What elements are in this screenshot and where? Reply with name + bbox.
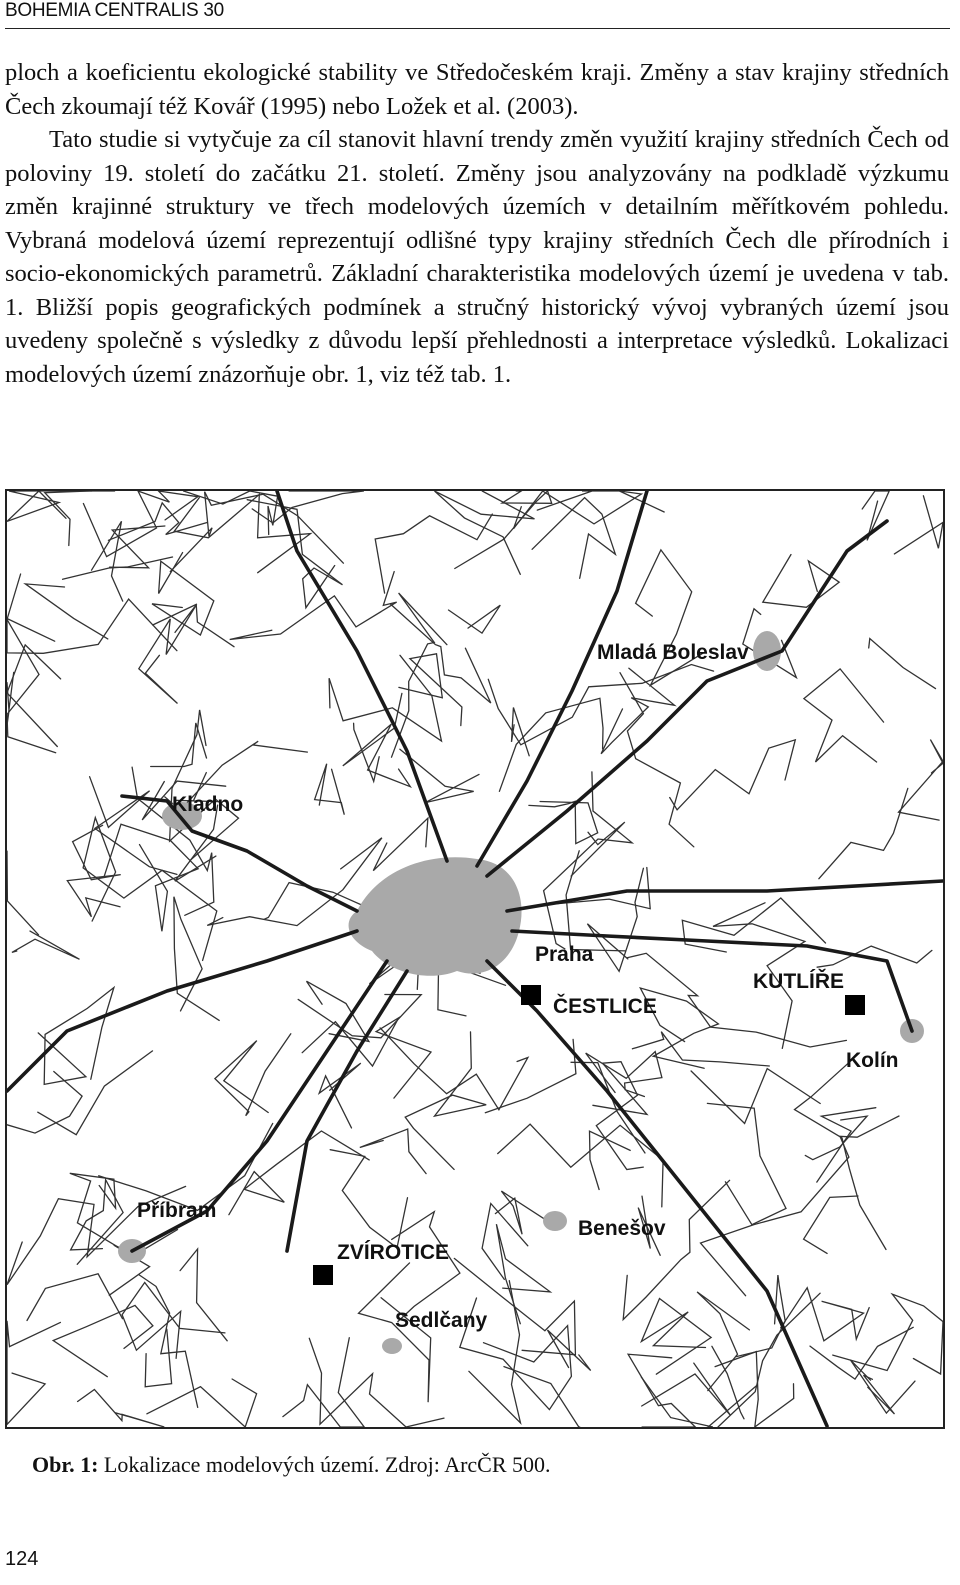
minor-road [399, 654, 462, 726]
cestlice-marker [521, 985, 541, 1005]
mlada-boleslav-urban-area [753, 631, 781, 671]
minor-road [449, 605, 501, 633]
map-svg [7, 491, 943, 1427]
minor-road [132, 767, 214, 915]
minor-road [283, 1338, 364, 1427]
minor-road [485, 1039, 576, 1112]
minor-road [623, 1180, 729, 1319]
road-praha-southwest [287, 971, 407, 1251]
minor-road [27, 1274, 123, 1321]
minor-road [151, 723, 207, 767]
minor-road [78, 1390, 165, 1428]
road-praha-north [277, 491, 447, 861]
minor-road [495, 1191, 550, 1234]
minor-road [795, 1053, 887, 1249]
minor-road [110, 526, 165, 568]
benesov-urban-area [543, 1211, 567, 1231]
prague-urban-area [349, 857, 522, 976]
running-header: BOHEMIA CENTRALIS 30 [5, 0, 224, 21]
minor-road [12, 931, 80, 959]
minor-road [360, 1129, 426, 1174]
zvirotice-marker [313, 1265, 333, 1285]
minor-road [7, 1321, 60, 1425]
minor-road [63, 557, 173, 579]
road-praha-west [7, 931, 357, 1091]
label-benesov: Benešov [578, 1217, 666, 1240]
minor-road [375, 514, 492, 593]
minor-road [7, 645, 61, 747]
minor-road [392, 593, 447, 757]
label-cestlice: ČESTLICE [553, 995, 657, 1018]
caption-label: Obr. 1: [32, 1452, 99, 1477]
minor-road [315, 764, 345, 815]
minor-road [380, 1028, 528, 1110]
paragraph-2: Tato studie si vytyčuje za cíl stanovit hlavní trendy změn využití krajiny středních Čech od poloviny 19. století do začátku 21. století. Změny jsou analyzovány na podkladě výzkumu změn krajinné struktury ve třech modelových územích v detailním měřítkovém pohledu. Vybraná modelová území reprezentují odlišné typy krajiny středních Čech dle přírodních i socio-ekonomických parametrů. Základní charakteristika modelových území je uvedena v tab. 1. Bližší popis geografických podmínek a stručný historický vývoj vybraných území jsou uvedeny společně s výsledky z důvodu lepší přehlednosti a interpretace výsledků. Lokalizaci modelových území znázorňuje obr. 1, viz též tab. 1. [5, 126, 949, 388]
minor-road [817, 946, 932, 967]
minor-road [532, 498, 615, 579]
minor-road [180, 1249, 227, 1341]
minor-road [7, 491, 92, 521]
minor-road [590, 1131, 631, 1189]
label-pribram: Příbram [137, 1199, 217, 1222]
minor-road [864, 1375, 895, 1414]
minor-road [174, 897, 219, 1021]
minor-road [628, 1354, 695, 1427]
minor-road [215, 1034, 291, 1116]
minor-road [252, 491, 364, 523]
road-praha-northeast [477, 491, 647, 866]
minor-road [701, 1116, 900, 1296]
label-zvirotice: ZVÍROTICE [337, 1241, 450, 1264]
minor-road [496, 1224, 550, 1324]
minor-road [359, 1263, 431, 1402]
sedlcany-urban-area [382, 1338, 402, 1354]
kutlire-marker [845, 995, 865, 1015]
minor-road [894, 496, 943, 554]
header-rule [5, 28, 950, 29]
label-kolin: Kolín [846, 1049, 899, 1072]
minor-road [899, 740, 944, 821]
minor-road [455, 491, 552, 569]
minor-road [707, 1103, 786, 1224]
minor-road [850, 1360, 915, 1413]
body-text [5, 56, 949, 391]
minor-road [38, 988, 114, 1085]
map-figure [5, 489, 945, 1429]
minor-road [400, 749, 479, 803]
minor-road [329, 655, 441, 741]
minor-road [482, 1204, 528, 1280]
label-kladno: Kladno [172, 793, 244, 816]
page-number: 124 [5, 1548, 39, 1570]
minor-road [627, 953, 847, 1047]
minor-road [620, 673, 694, 847]
minor-road [45, 491, 115, 546]
minor-road [25, 584, 107, 639]
minor-road [781, 1288, 870, 1341]
figure-caption [32, 1452, 551, 1478]
paragraph-1: ploch a koeficientu ekologické stability ve Středočeském kraji. Změny a stav krajiny středních Čech zkoumají též Kovář (1995) nebo Ložek et al. (2003). [5, 59, 949, 120]
label-praha: Praha [535, 943, 594, 966]
minor-road [53, 1305, 153, 1376]
minor-road [83, 818, 217, 961]
minor-road [642, 1363, 731, 1415]
label-kutlire: KUTLÍŘE [753, 970, 844, 993]
minor-road [330, 1150, 407, 1248]
minor-road [819, 788, 908, 878]
minor-road [833, 1294, 943, 1374]
minor-road [230, 572, 397, 640]
minor-road [869, 639, 936, 689]
minor-road [862, 491, 889, 540]
minor-road [715, 1352, 794, 1427]
minor-road [529, 801, 598, 843]
minor-road [641, 1377, 756, 1427]
minor-road [641, 1299, 711, 1375]
caption-text: Lokalizace modelových území. Zdroj: ArcČR 500. [98, 1452, 551, 1477]
minor-road [632, 1032, 769, 1066]
minor-road [319, 1063, 361, 1128]
label-mlada-boleslav: Mladá Boleslav [597, 641, 749, 664]
label-sedlcany: Sedlčany [395, 1309, 488, 1332]
minor-road [170, 492, 343, 572]
minor-road [670, 740, 796, 810]
minor-road [147, 1379, 257, 1427]
map-labels [137, 641, 899, 1332]
minor-road [555, 868, 650, 909]
minor-road [405, 1032, 486, 1170]
minor-road [122, 1283, 225, 1359]
minor-road [804, 1196, 858, 1253]
minor-road [392, 1212, 460, 1322]
road-praha-east [507, 881, 943, 911]
minor-road [38, 1051, 153, 1135]
minor-road [586, 1052, 662, 1097]
minor-road [498, 1124, 663, 1207]
minor-road [229, 1131, 369, 1215]
minor-road [571, 822, 625, 876]
minor-road [544, 772, 633, 949]
minor-road [601, 668, 674, 754]
minor-road [145, 1329, 171, 1387]
minor-road [7, 851, 39, 935]
minor-road [67, 825, 120, 917]
minor-road [7, 599, 177, 653]
minor-road [804, 669, 884, 762]
minor-road [83, 491, 197, 557]
